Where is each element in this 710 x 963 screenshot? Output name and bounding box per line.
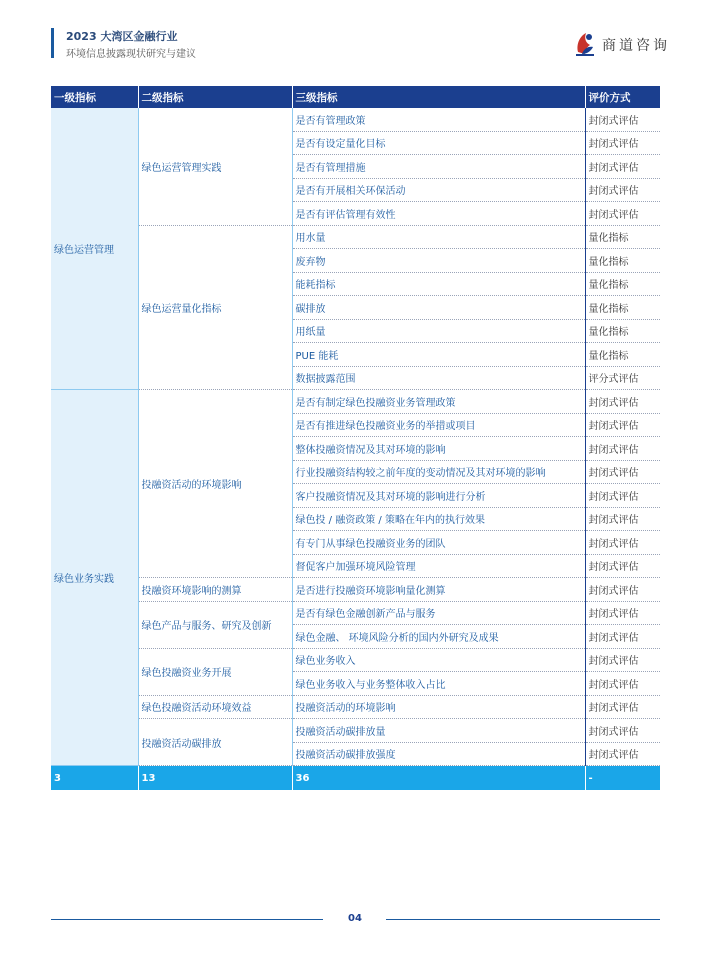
level3-cell: 是否有制定绿色投融资业务管理政策 xyxy=(292,390,585,414)
column-header-level3: 三级指标 xyxy=(292,86,585,108)
level2-cell: 投融资环境影响的测算 xyxy=(138,578,292,602)
level3-cell: 投融资活动碳排放量 xyxy=(292,719,585,743)
method-cell: 封闭式评估 xyxy=(585,413,660,437)
total-level1-count: 3 xyxy=(51,766,138,791)
level2-cell: 绿色运营量化指标 xyxy=(138,225,292,390)
method-cell: 封闭式评估 xyxy=(585,460,660,484)
method-cell: 封闭式评估 xyxy=(585,554,660,578)
level1-cell: 绿色业务实践 xyxy=(51,390,138,766)
page-number: 04 xyxy=(348,913,362,924)
method-cell: 封闭式评估 xyxy=(585,742,660,766)
method-cell: 封闭式评估 xyxy=(585,601,660,625)
logo-emblem-icon xyxy=(574,30,596,58)
total-level3-count: 36 xyxy=(292,766,585,791)
level3-cell: 是否有管理措施 xyxy=(292,155,585,179)
level3-cell: 数据披露范围 xyxy=(292,366,585,390)
method-cell: 封闭式评估 xyxy=(585,648,660,672)
level2-cell: 绿色产品与服务、研究及创新 xyxy=(138,601,292,648)
column-header-method: 评价方式 xyxy=(585,86,660,108)
method-cell: 封闭式评估 xyxy=(585,108,660,131)
table-row xyxy=(51,719,660,743)
level3-cell: 投融资活动碳排放强度 xyxy=(292,742,585,766)
level3-cell: 绿色投 / 融资政策 / 策略在年内的执行效果 xyxy=(292,507,585,531)
column-header-level1: 一级指标 xyxy=(51,86,138,108)
table-row xyxy=(51,108,660,131)
level3-cell: 是否进行投融资环境影响量化测算 xyxy=(292,578,585,602)
table-row xyxy=(51,390,660,414)
level3-cell: 行业投融资结构较之前年度的变动情况及其对环境的影响 xyxy=(292,460,585,484)
level3-cell: 绿色业务收入 xyxy=(292,648,585,672)
total-level2-count: 13 xyxy=(138,766,292,791)
method-cell: 封闭式评估 xyxy=(585,484,660,508)
level3-cell: 督促客户加强环境风险管理 xyxy=(292,554,585,578)
table-row xyxy=(51,695,660,719)
level3-cell: 是否有开展相关环保活动 xyxy=(292,178,585,202)
level2-cell: 绿色投融资活动环境效益 xyxy=(138,695,292,719)
method-cell: 量化指标 xyxy=(585,343,660,367)
method-cell: 封闭式评估 xyxy=(585,625,660,649)
table-header-row xyxy=(51,86,660,108)
level3-cell: 用水量 xyxy=(292,225,585,249)
logo-wordmark: 商道咨询 xyxy=(602,38,670,54)
method-cell: 封闭式评估 xyxy=(585,578,660,602)
method-cell: 封闭式评估 xyxy=(585,390,660,414)
report-subtitle: 环境信息披露现状研究与建议 xyxy=(66,49,196,60)
level3-cell: 用纸量 xyxy=(292,319,585,343)
level3-cell: 绿色业务收入与业务整体收入占比 xyxy=(292,672,585,696)
level1-cell: 绿色运营管理 xyxy=(51,108,138,390)
method-cell: 封闭式评估 xyxy=(585,155,660,179)
table-row xyxy=(51,225,660,249)
company-logo xyxy=(574,30,670,58)
method-cell: 量化指标 xyxy=(585,319,660,343)
level3-cell: 绿色金融、 环境风险分析的国内外研究及成果 xyxy=(292,625,585,649)
level2-cell: 绿色投融资业务开展 xyxy=(138,648,292,695)
method-cell: 封闭式评估 xyxy=(585,531,660,555)
level3-cell: 是否有评估管理有效性 xyxy=(292,202,585,226)
report-title: 2023 大湾区金融行业 xyxy=(66,30,178,43)
method-cell: 封闭式评估 xyxy=(585,719,660,743)
method-cell: 量化指标 xyxy=(585,225,660,249)
method-cell: 封闭式评估 xyxy=(585,437,660,461)
table-total-row xyxy=(51,766,660,791)
indicator-table xyxy=(51,86,660,790)
method-cell: 量化指标 xyxy=(585,249,660,273)
method-cell: 量化指标 xyxy=(585,272,660,296)
level3-cell: 是否有设定量化目标 xyxy=(292,131,585,155)
level3-cell: 客户投融资情况及其对环境的影响进行分析 xyxy=(292,484,585,508)
method-cell: 封闭式评估 xyxy=(585,202,660,226)
level3-cell: 能耗指标 xyxy=(292,272,585,296)
level3-cell: 碳排放 xyxy=(292,296,585,320)
level2-cell: 绿色运营管理实践 xyxy=(138,108,292,225)
level3-cell: 是否有绿色金融创新产品与服务 xyxy=(292,601,585,625)
method-cell: 封闭式评估 xyxy=(585,672,660,696)
level3-cell: 是否有管理政策 xyxy=(292,108,585,131)
table-row xyxy=(51,578,660,602)
level3-cell: PUE 能耗 xyxy=(292,343,585,367)
footer-divider-right xyxy=(386,919,660,920)
method-cell: 封闭式评估 xyxy=(585,178,660,202)
level3-cell: 是否有推进绿色投融资业务的举措或项目 xyxy=(292,413,585,437)
level2-cell: 投融资活动碳排放 xyxy=(138,719,292,766)
table-row xyxy=(51,648,660,672)
level3-cell: 废弃物 xyxy=(292,249,585,273)
table-row xyxy=(51,601,660,625)
method-cell: 评分式评估 xyxy=(585,366,660,390)
level3-cell: 有专门从事绿色投融资业务的团队 xyxy=(292,531,585,555)
level2-cell: 投融资活动的环境影响 xyxy=(138,390,292,578)
total-method: - xyxy=(585,766,660,791)
level3-cell: 投融资活动的环境影响 xyxy=(292,695,585,719)
level3-cell: 整体投融资情况及其对环境的影响 xyxy=(292,437,585,461)
method-cell: 量化指标 xyxy=(585,296,660,320)
header-accent-bar xyxy=(51,28,54,58)
column-header-level2: 二级指标 xyxy=(138,86,292,108)
method-cell: 封闭式评估 xyxy=(585,695,660,719)
footer-divider-left xyxy=(51,919,323,920)
method-cell: 封闭式评估 xyxy=(585,507,660,531)
method-cell: 封闭式评估 xyxy=(585,131,660,155)
